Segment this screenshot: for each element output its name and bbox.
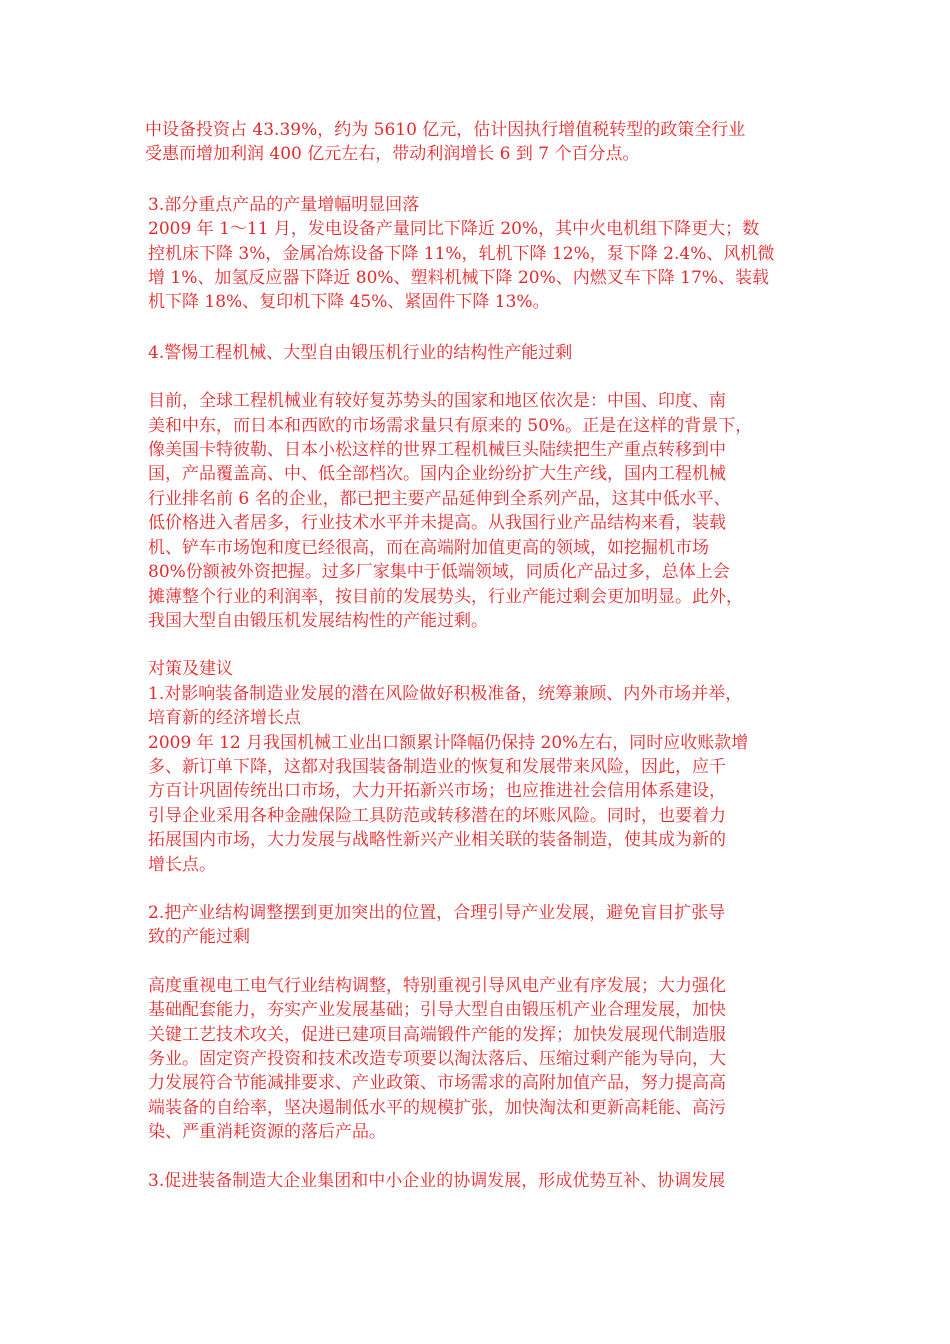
- heading-output-decline: 3.部分重点产品的产量增幅明显回落: [148, 194, 420, 215]
- document-body: [145, 118, 815, 1193]
- paragraph-gap: [145, 365, 815, 389]
- paragraph-investment-tail: 中设备投资占 43.39%，约为 5610 亿元，估计因执行增值税转型的政策全行业 受惠而增加利润 400 亿元左右，带动利润增长 6 到 7 个百分点。: [145, 120, 746, 165]
- heading-risk-preparation: 1.对影响装备制造业发展的潜在风险做好积极准备，统筹兼顾、内外市场并举， 培育新的经济增长点: [148, 683, 743, 729]
- paragraph-gap: [145, 315, 815, 341]
- heading-structural-adjustment: 2.把产业结构调整摆到更加突出的位置，合理引导产业发展，避免盲目扩张导 致的产能过剩: [148, 902, 726, 948]
- paragraph-gap: [145, 167, 815, 193]
- heading-measures: 对策及建议: [148, 659, 233, 680]
- heading-enterprise-coordination: 3.促进装备制造大企业集团和中小企业的协调发展，形成优势互补、协调发展: [148, 1170, 726, 1191]
- paragraph-construction-machinery: 目前，全球工程机械业有较好复苏势头的国家和地区依次是：中国、印度、南 美和中东，而日本和西欧的市场需求量只有原来的 50%。正是在这样的背景下， 像美国卡特彼勒、日本小松这样的世界工程机械巨头陆续把生产重点转移到中 国，产品覆盖高、中、低全部档次。国内企业纷纷扩大生产线，国内工程机械 行业排名前 6 名的企业，都已把主要产品延伸到全系列产品，这其中低水平、 低价格进入者居多，行业技术水平并未提高。从我国行业产品结构来看，装载 机、铲车市场饱和度已经很高，而在高端附加值更高的领域，如挖掘机市场 80%份额被外资把握。过多厂家集中于低端领域，同质化产品过多，总体上会 摊薄整个行业的利润率，按目前的发展势头，行业产能过剩会更加明显。此外， 我国大型自由锻压机发展结构性的产能过剩。: [148, 391, 753, 631]
- paragraph-gap: [145, 1145, 815, 1169]
- paragraph-electrical-industry: 高度重视电工电气行业结构调整，特别重视引导风电产业有序发展；大力强化 基础配套能力，夯实产业发展基础；引导大型自由锻压机产业合理发展，加快 关键工艺技术攻关，促进已建项目高端锻件产能的发挥；加快发展现代制造服 务业。固定资产投资和技术改造专项要以淘汰落后、压缩过剩产能为导向，大 力发展符合节能减排要求、产业政策、市场需求的高附加值产品，努力提高高 端装备的自给率，坚决遏制低水平的规模扩张，加快淘汰和更新高耗能、高污 染、严重消耗资源的落后产品。: [148, 975, 726, 1143]
- paragraph-gap: [145, 877, 815, 901]
- paragraph-export-risk: 2009 年 12 月我国机械工业出口额累计降幅仍保持 20%左右，同时应收账款增 多、新订单下降，这都对我国装备制造业的恢复和发展带来风险，因此，应千 方百计巩固传统出口市场，大力开拓新兴市场；也应推进社会信用体系建设， 引导企业采用各种金融保险工具防范或转移潜在的坏账风险。同时，也要着力 拓展国内市场，大力发展与战略性新兴产业相关联的装备制造，使其成为新的 增长点。: [148, 732, 749, 875]
- paragraph-output-figures: 2009 年 1～11 月，发电设备产量同比下降近 20%，其中火电机组下降更大；数 控机床下降 3%，金属冶炼设备下降 11%，轧机下降 12%，泵下降 2.4%、风机微 增 1%、加氢反应器下降近 80%、塑料机械下降 20%、内燃叉车下降 17%、装载 机下降 18%、复印机下降 45%、紧固件下降 13%。: [148, 219, 775, 313]
- paragraph-gap: [145, 950, 815, 974]
- paragraph-gap: [145, 633, 815, 657]
- heading-overcapacity-warning: 4.警惕工程机械、大型自由锻压机行业的结构性产能过剩: [148, 342, 573, 363]
